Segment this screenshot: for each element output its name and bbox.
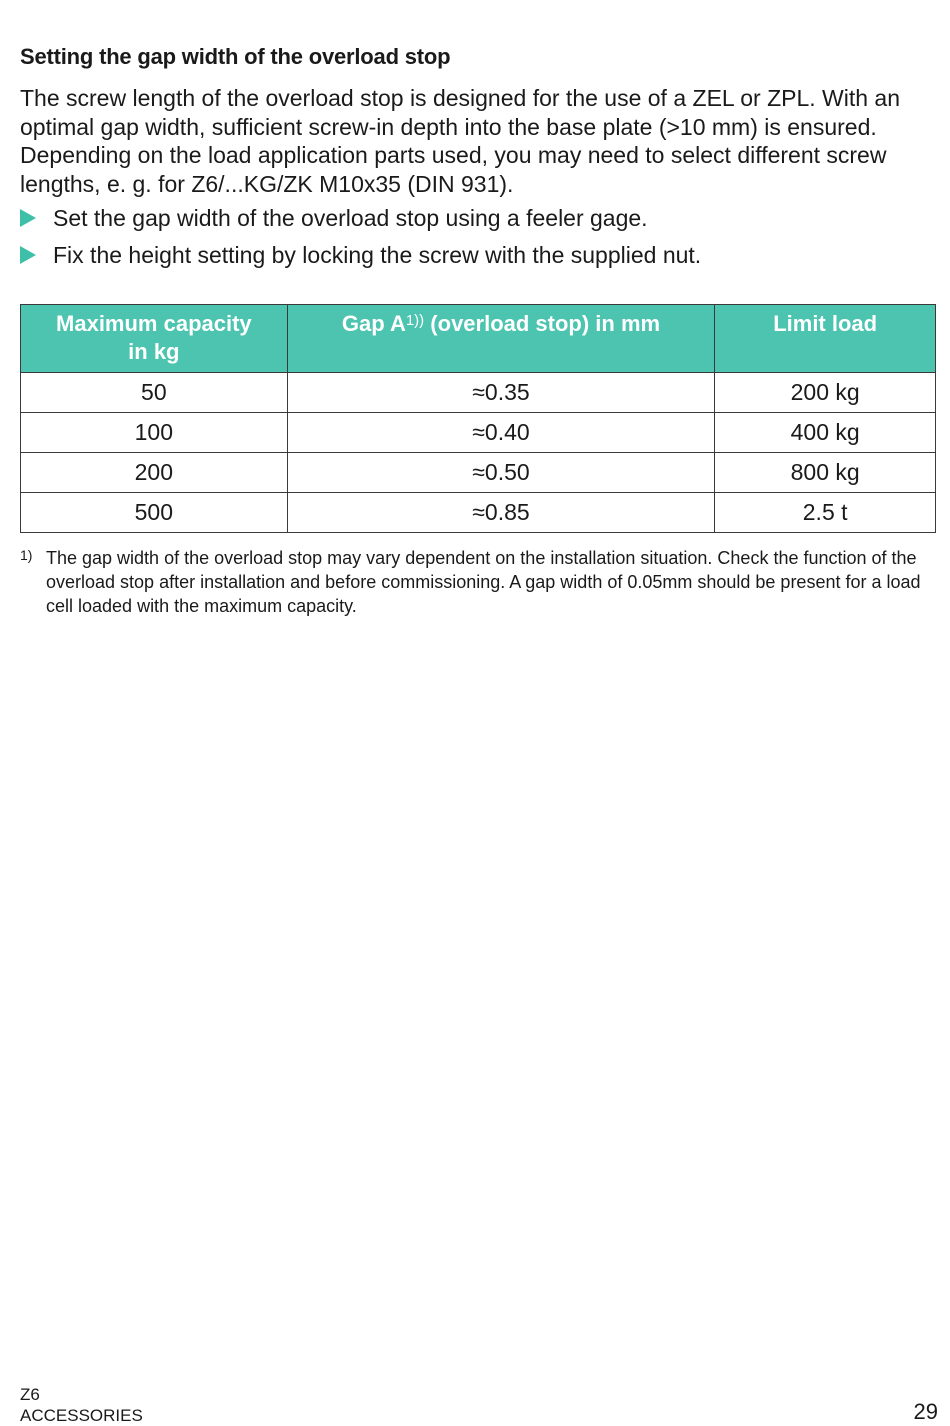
cell-capacity: 100 xyxy=(21,413,288,453)
cell-capacity: 50 xyxy=(21,373,288,413)
footnote-reference: 1)) xyxy=(405,312,425,329)
cell-capacity: 200 xyxy=(21,453,288,493)
section-heading: Setting the gap width of the overload stop xyxy=(20,44,451,69)
footnote-text: The gap width of the overload stop may vary dependent on the installation situation. Check the function of the overload stop after installation and before commissioning. A gap width of 0.05mm should be present for a load cell loaded with the maximum capacity. xyxy=(46,548,921,616)
bullet-item xyxy=(20,241,701,269)
table-row xyxy=(21,453,936,493)
header-gap: Gap $A^{1))}$ (overload stop) in mm xyxy=(287,305,715,373)
table-header-row xyxy=(21,305,936,373)
triangle-bullet-icon xyxy=(20,246,36,264)
footer-product: Z6 xyxy=(20,1385,40,1404)
table-row xyxy=(21,373,936,413)
table-row xyxy=(21,493,936,533)
bullet-text: Fix the height setting by locking the screw with the supplied nut. xyxy=(53,242,702,268)
intro-paragraph: The screw length of the overload stop is designed for the use of a ZEL or ZPL. With an optimal gap width, sufficient screw-in depth into the base plate (>10 mm) is ensured. Depending on the load application parts used, you may need to select different screw lengths, e. g. for Z6/...KG/ZK M10x35 (DIN 931). xyxy=(20,85,901,197)
cell-limit: 400 kg xyxy=(715,413,936,453)
cell-gap: ≈0.85 xyxy=(287,493,715,533)
cell-gap: ≈0.40 xyxy=(287,413,715,453)
cell-limit: 2.5 t xyxy=(715,493,936,533)
footnote-marker: 1) xyxy=(20,547,33,563)
bullet-text: Set the gap width of the overload stop using a feeler gage. xyxy=(53,205,648,231)
page-footer-label xyxy=(20,1384,143,1426)
overload-gap-table xyxy=(20,304,936,533)
footnote xyxy=(20,546,945,618)
header-max-capacity: Maximum capacity in kg xyxy=(21,305,288,373)
header-limit-load: Limit load xyxy=(715,305,936,373)
page-number: 29 xyxy=(913,1399,938,1424)
cell-gap: ≈0.35 xyxy=(287,373,715,413)
cell-limit: 200 kg xyxy=(715,373,936,413)
cell-gap: ≈0.50 xyxy=(287,453,715,493)
cell-limit: 800 kg xyxy=(715,453,936,493)
bullet-item xyxy=(20,204,648,232)
footer-section: ACCESSORIES xyxy=(20,1406,143,1425)
cell-capacity: 500 xyxy=(21,493,288,533)
table-row xyxy=(21,413,936,453)
triangle-bullet-icon xyxy=(20,209,36,227)
